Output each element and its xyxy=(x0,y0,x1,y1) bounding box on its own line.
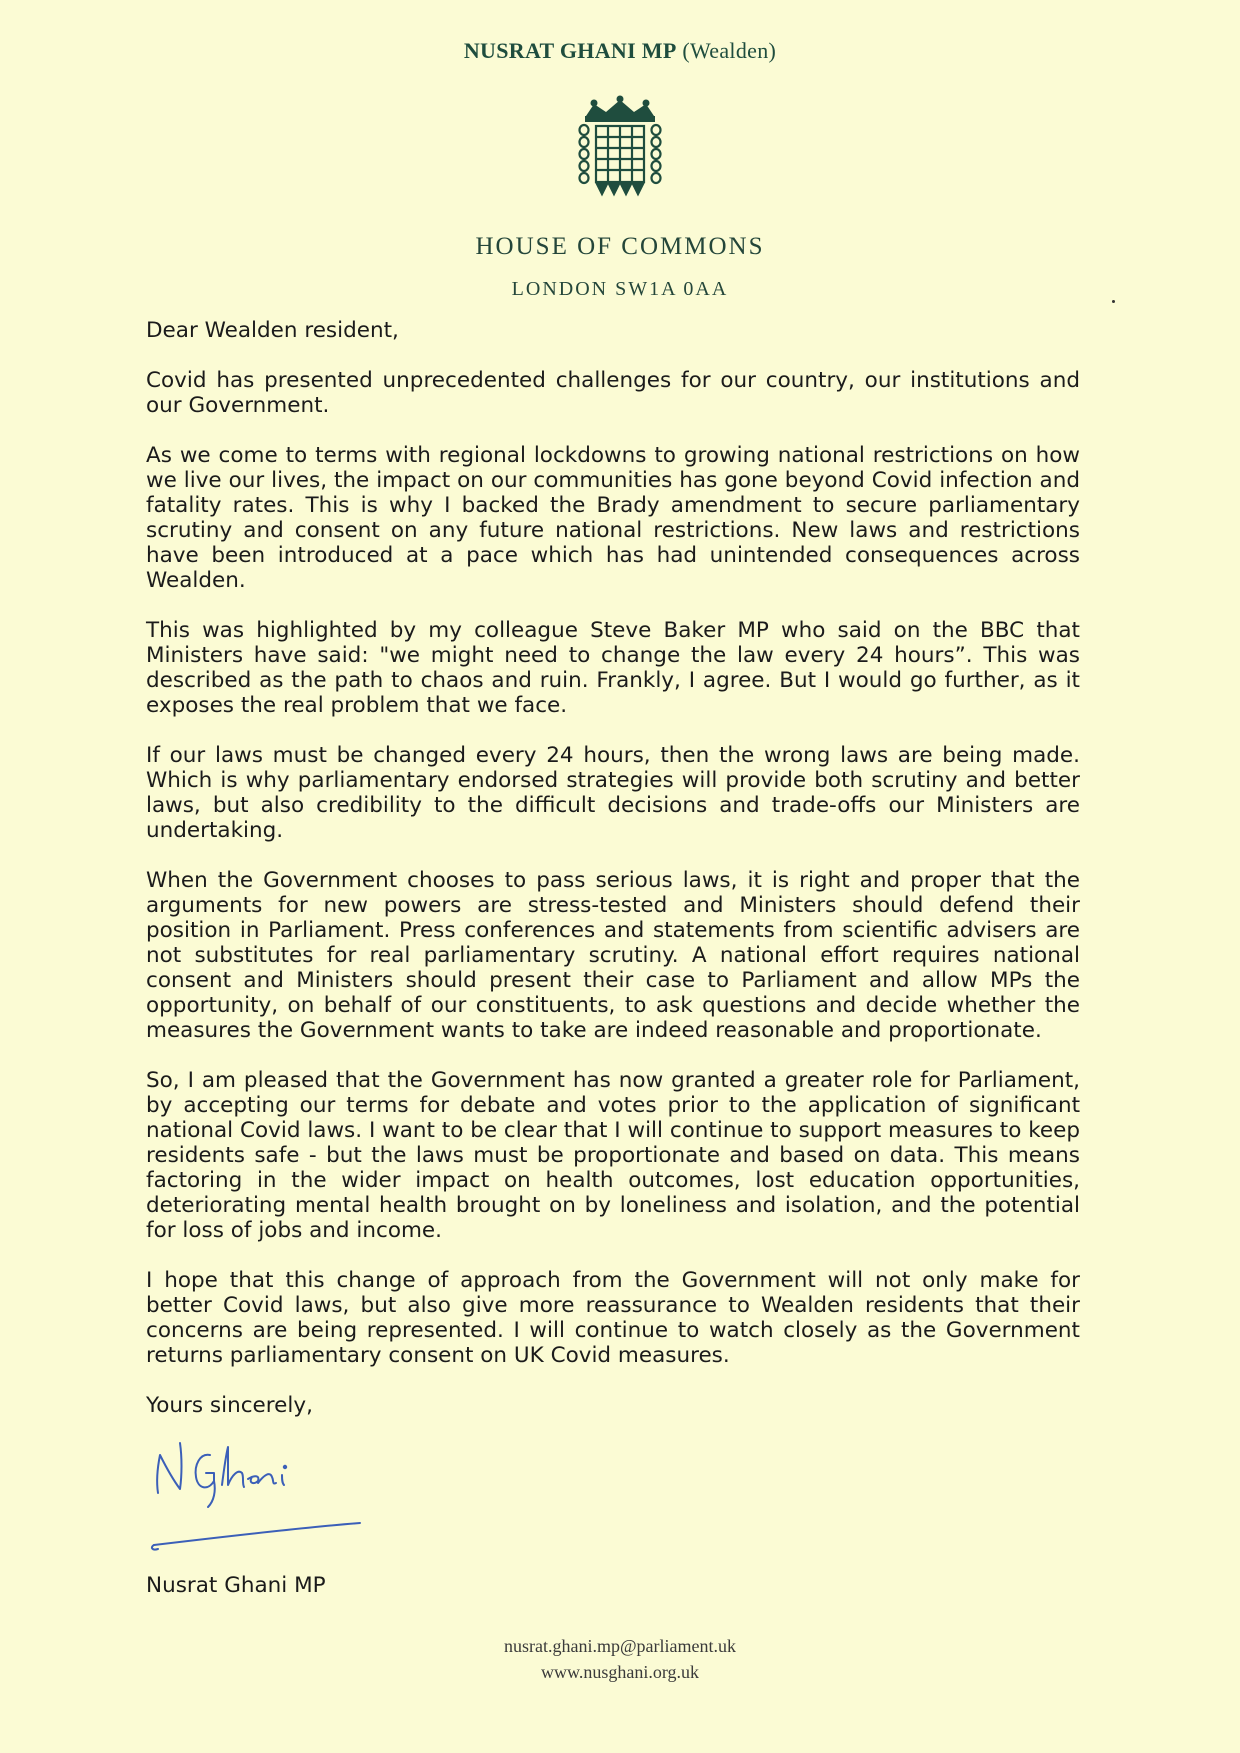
paragraph-5: When the Government chooses to pass serious laws, it is right and proper that the arguments for new powers are stress-tested and Ministers should defend their position in Parliament. Press conferences and statements from scientific advisers are not substitutes for real parliamentary scrutiny. A national effort requires national consent and Ministers should present their case to Parliament and allow MPs the opportunity, on behalf of our constituents, to ask questions and decide whether the measures the Government wants to take are indeed reasonable and proportionate. xyxy=(146,868,1080,1043)
paragraph-4: If our laws must be changed every 24 hours, then the wrong laws are being made. Which is why parliamentary endorsed strategies will provide both scrutiny and better laws, but also credibility to the difficult decisions and trade-offs our Ministers are undertaking. xyxy=(146,743,1080,843)
portcullis-icon xyxy=(572,94,668,204)
postal-address: LONDON SW1A 0AA xyxy=(511,278,729,300)
letter-body xyxy=(146,318,1080,1418)
mp-name: NUSRAT GHANI MP xyxy=(463,38,677,63)
handwritten-signature xyxy=(148,1425,398,1555)
closing: Yours sincerely, xyxy=(146,1393,313,1418)
signatory-name: Nusrat Ghani MP xyxy=(146,1573,326,1598)
house-of-commons-heading: HOUSE OF COMMONS xyxy=(475,233,765,260)
footer-website[interactable]: www.nusghani.org.uk xyxy=(541,1662,699,1682)
paragraph-6: So, I am pleased that the Government has now granted a greater role for Parliament, by accepting our terms for debate and votes prior to the application of significant national Covid laws. I want to be clear that I will continue to support measures to keep residents safe - but the laws must be proportionate and based on data. This means factoring in the wider impact on health outcomes, lost education opportunities, deteriorating mental health brought on by loneliness and isolation, and the potential for loss of jobs and income. xyxy=(146,1068,1080,1243)
paragraph-7: I hope that this change of approach from the Government will not only make for better Covid laws, but also give more reassurance to Wealden residents that their concerns are being represented. I will continue to watch closely as the Government returns parliamentary consent on UK Covid measures. xyxy=(146,1268,1080,1368)
constituency: (Wealden) xyxy=(682,38,777,63)
paragraph-2: As we come to terms with regional lockdowns to growing national restrictions on how we live our lives, the impact on our communities has gone beyond Covid infection and fatality rates. This is why I backed the Brady amendment to secure parliamentary scrutiny and consent on any future national restrictions. New laws and restrictions have been introduced at a pace which has had unintended consequences across Wealden. xyxy=(146,443,1080,593)
paper-speck xyxy=(1112,300,1115,303)
letterhead-mp-name xyxy=(0,38,1240,64)
paragraph-3: This was highlighted by my colleague Steve Baker MP who said on the BBC that Ministers have said: "we might need to change the law every 24 hours”. This was described as the path to chaos and ruin. Frankly, I agree. But I would go further, as it exposes the real problem that we face. xyxy=(146,618,1080,718)
salutation: Dear Wealden resident, xyxy=(146,318,399,343)
paragraph-1: Covid has presented unprecedented challenges for our country, our institutions and our Government. xyxy=(146,368,1080,418)
footer-email[interactable]: nusrat.ghani.mp@parliament.uk xyxy=(503,1636,737,1656)
